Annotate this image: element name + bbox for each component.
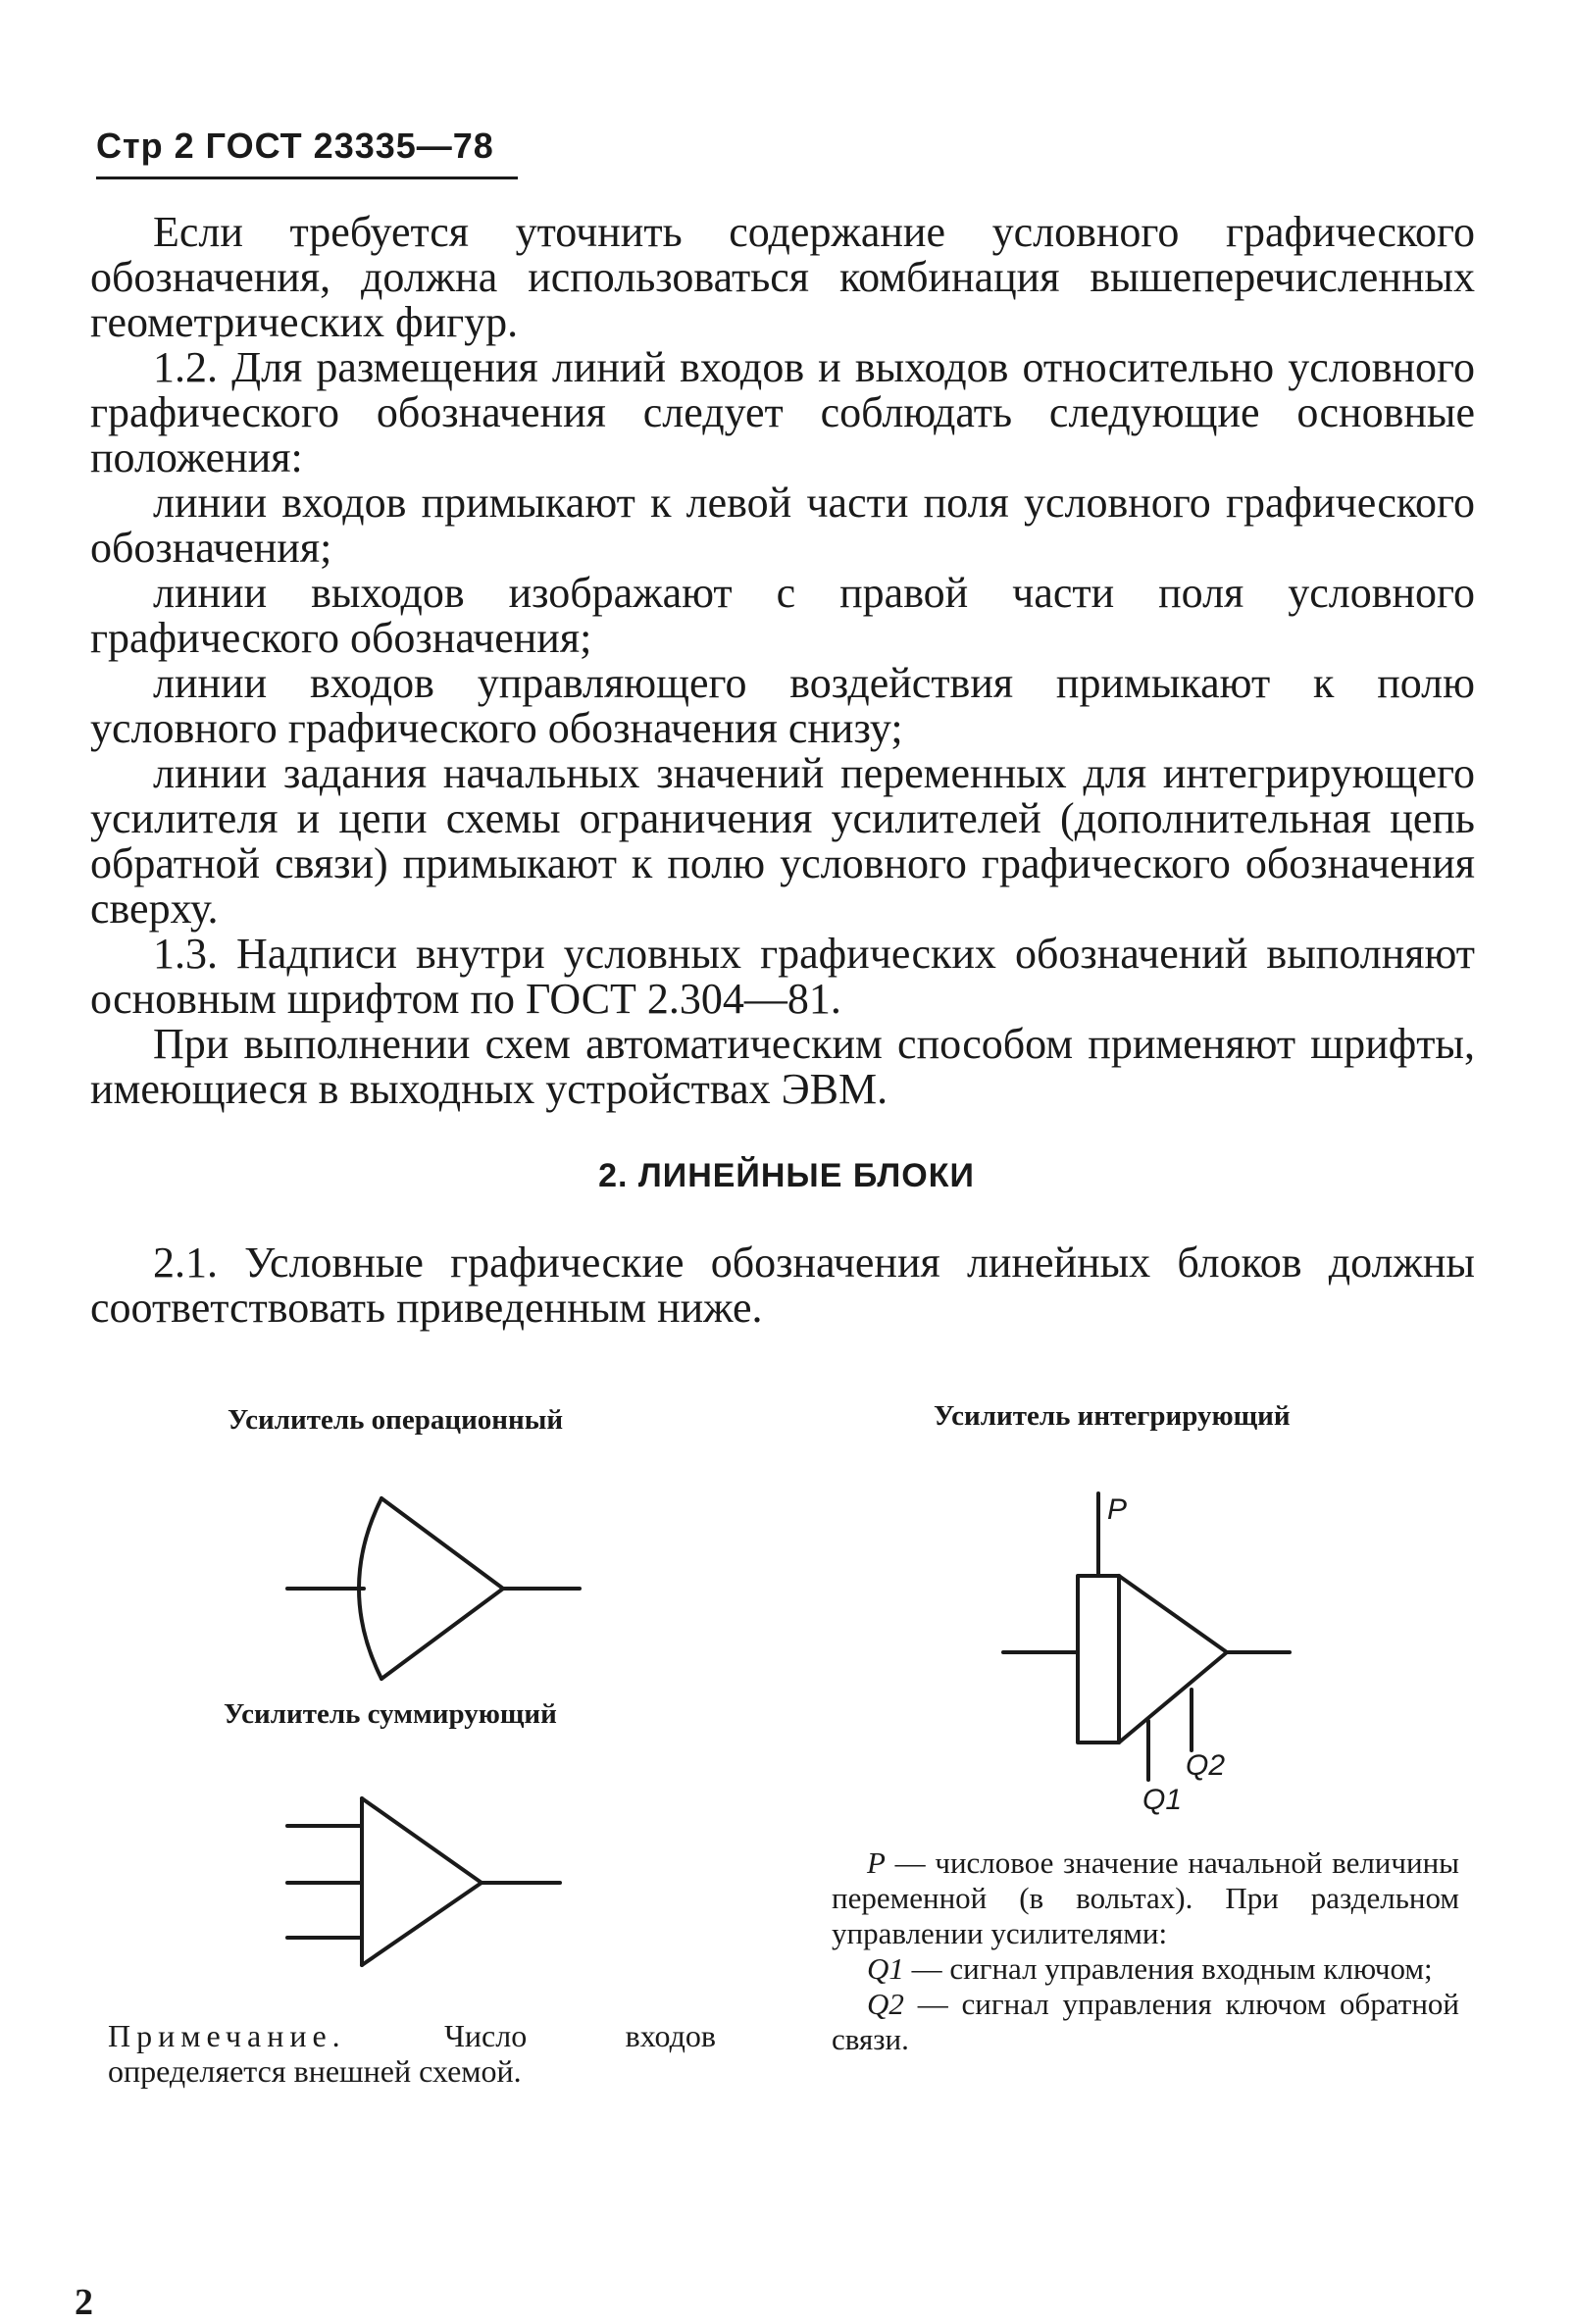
legend: [832, 1845, 1459, 2057]
legend-q2-text: — сигнал управления ключом обратной связи.: [832, 1987, 1460, 2056]
label-q2: Q2: [1186, 1749, 1226, 1782]
paragraph-control-inputs: линии входов управляющего воздействия примыкают к полю условного графического обозначения снизу;: [90, 659, 1475, 752]
note-label: Примечание.: [108, 2018, 346, 2053]
integrating-symbol: [995, 1486, 1290, 1816]
paragraph-initial-values: линии задания начальных значений переменных для интегрирующего усилителя и цепи схемы ограничения усилителей (дополнительная цепь обратной связи) примыкают к полю условного графического обозначения сверху.: [90, 749, 1475, 933]
note-text: Число входов определяется внешней схемой.: [108, 2018, 716, 2089]
paragraph-1-2: 1.2. Для размещения линий входов и выходов относительно условного графического обозначения следует соблюдать следующие основные положения:: [90, 343, 1475, 481]
body-text: [90, 210, 1475, 1112]
legend-p-symbol: P: [867, 1845, 886, 1880]
legend-p-text: — числовое значение начальной величины переменной (в вольтах). При раздельном управлении усилителями:: [832, 1845, 1459, 1950]
header-rule: [96, 177, 518, 179]
section-intro: 2.1. Условные графические обозначения линейных блоков должны соответствовать приведенным ниже.: [90, 1238, 1475, 1332]
paragraph-inputs-left: линии входов примыкают к левой части поля условного графического обозначения;: [90, 479, 1475, 572]
legend-q1-symbol: Q1: [867, 1951, 904, 1986]
integrating-caption: Усилитель интегрирующий: [934, 1400, 1291, 1432]
op-amp-caption: Усилитель операционный: [228, 1404, 564, 1436]
legend-q2-symbol: Q2: [867, 1987, 904, 2021]
op-amp-symbol: [279, 1490, 593, 1687]
label-p: P: [1107, 1493, 1128, 1526]
paragraph-automatic: При выполнении схем автоматическим способом применяют шрифты, имеющиеся в выходных устройствах ЭВМ.: [90, 1020, 1475, 1113]
legend-q2: [832, 1987, 1459, 2057]
summing-caption: Усилитель суммирующий: [224, 1698, 557, 1730]
legend-q1-text: — сигнал управления входным ключом;: [911, 1951, 1433, 1986]
page-number: 2: [75, 2282, 93, 2323]
paragraph-outputs-right: линии выходов изображают с правой части поля условного графического обозначения;: [90, 569, 1475, 662]
paragraph-combination: Если требуется уточнить содержание условного графического обозначения, должна использоваться комбинация вышеперечисленных геометрических фигур.: [90, 208, 1475, 346]
label-q1: Q1: [1142, 1784, 1183, 1816]
paragraph-1-3: 1.3. Надписи внутри условных графических обозначений выполняют основным шрифтом по ГОСТ 2.304—81.: [90, 930, 1475, 1023]
note: [108, 2018, 716, 2089]
section-title: 2. ЛИНЕЙНЫЕ БЛОКИ: [598, 1157, 975, 1194]
legend-p: [832, 1845, 1459, 1951]
page-header: Стр 2 ГОСТ 23335—78: [96, 126, 494, 166]
summing-symbol: [279, 1785, 593, 1981]
legend-q1: [832, 1951, 1459, 1987]
